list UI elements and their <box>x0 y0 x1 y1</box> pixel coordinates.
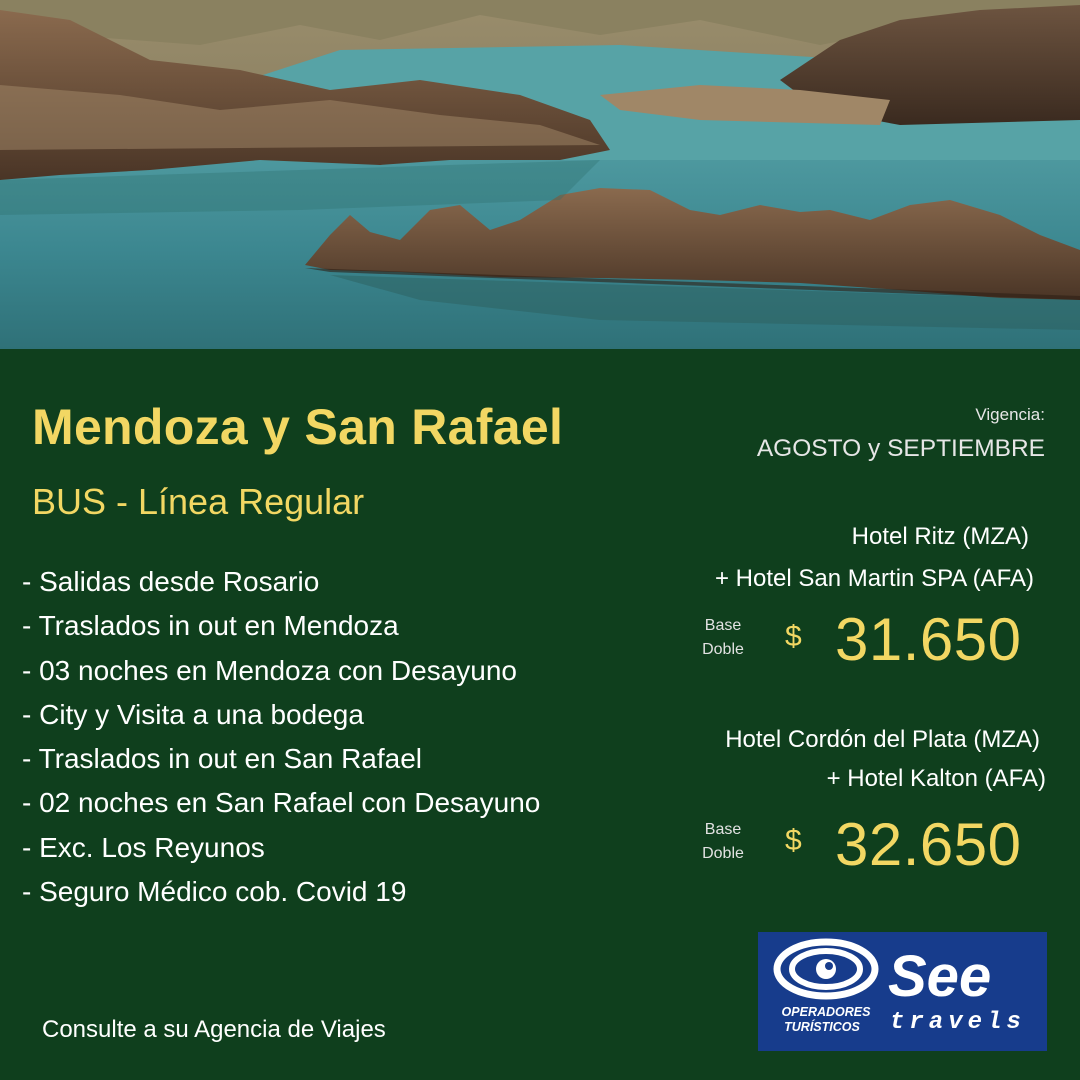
base-label-line2: Doble <box>702 641 744 658</box>
option1-hotel-line1: Hotel Ritz (MZA) <box>851 523 1029 550</box>
logo-tagline-line2: TURÍSTICOS <box>784 1020 860 1034</box>
logo-tagline-line1: OPERADORES <box>781 1005 871 1019</box>
page-title: Mendoza y San Rafael <box>32 399 564 455</box>
validity-value: AGOSTO y SEPTIEMBRE <box>756 435 1045 462</box>
feature-item: - 02 noches en San Rafael con Desayuno <box>22 787 541 819</box>
base-label-line1: Base <box>704 821 742 838</box>
option2-base-label <box>688 818 758 866</box>
feature-item: - Exc. Los Reyunos <box>22 831 265 863</box>
feature-item: - Traslados in out en San Rafael <box>22 743 423 775</box>
option2-price: 32.650 <box>835 811 1022 878</box>
base-label-line1: Base <box>704 617 742 634</box>
option1-hotel-line2: + Hotel San Martin SPA (AFA) <box>714 565 1034 592</box>
feature-item: - Seguro Médico cob. Covid 19 <box>22 876 407 908</box>
feature-item: - City y Visita a una bodega <box>22 698 364 730</box>
option1-base-label <box>688 614 758 662</box>
swirl-eye-icon <box>777 942 875 996</box>
transport-subtitle: BUS - Línea Regular <box>32 481 365 522</box>
hero-photo <box>0 0 1080 349</box>
option2-hotel-line2: + Hotel Kalton (AFA) <box>826 765 1046 792</box>
option2-currency-symbol: $ <box>785 824 802 857</box>
see-travels-logo <box>758 932 1047 1051</box>
option1-price: 31.650 <box>835 606 1022 673</box>
feature-item: - Salidas desde Rosario <box>22 566 320 597</box>
logo-brand-sub: travels <box>890 1009 1026 1036</box>
option2-hotel-line1: Hotel Cordón del Plata (MZA) <box>725 726 1040 753</box>
feature-item: - Traslados in out en Mendoza <box>22 610 399 642</box>
option1-currency-symbol: $ <box>785 620 802 653</box>
features-list <box>22 562 540 916</box>
validity-label: Vigencia: <box>975 405 1045 424</box>
footer-consult-text: Consulte a su Agencia de Viajes <box>42 1016 386 1043</box>
base-label-line2: Doble <box>702 845 744 862</box>
logo-brand: See <box>888 944 992 1009</box>
feature-item: - 03 noches en Mendoza con Desayuno <box>22 654 517 686</box>
